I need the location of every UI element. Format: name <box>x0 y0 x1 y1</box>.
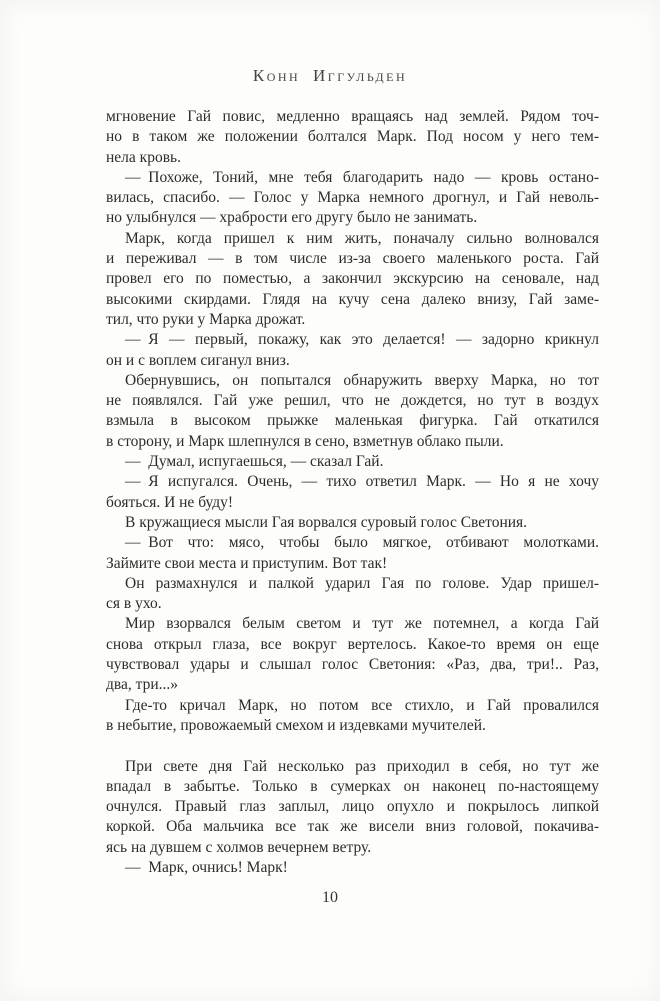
text-line: В кружащиеся мысли Гая ворвался суровый голос Светония. <box>125 513 528 531</box>
paragraph <box>106 107 599 168</box>
text-line: Обернувшись, он попытался обнаружить вверху Марка, но тот <box>125 371 599 389</box>
text-line: но в таком же положении болтался Марк. Под носом у него тем- <box>106 128 599 146</box>
paragraph <box>106 574 599 615</box>
text-line: в небытие, провожаемый смехом и издевками мучителей. <box>106 716 486 734</box>
paragraph <box>106 168 599 229</box>
text-line: бояться. И не буду! <box>106 493 234 511</box>
paragraph <box>106 371 599 452</box>
text-line: — Вот что: мясо, чтобы было мягкое, отбивают молотками. <box>125 534 599 552</box>
text-line: мгновение Гай повис, медленно вращаясь над землей. Рядом точ- <box>106 108 599 125</box>
page-number: 10 <box>322 889 338 906</box>
text-line: ся в ухо. <box>106 595 162 613</box>
paragraph <box>106 858 599 878</box>
text-line: — Марк, очнись! Марк! <box>125 858 288 876</box>
text-block <box>106 107 599 878</box>
paragraph <box>106 452 599 472</box>
text-line: ясь на дувшем с холмов вечернем ветру. <box>106 838 372 856</box>
paragraph <box>106 757 599 858</box>
text-line: коркой. Оба мальчика все так же висели вниз головой, покачива- <box>106 818 599 836</box>
text-line: — Я — первый, покажу, как это делается! — задорно крикнул <box>125 331 599 349</box>
paragraph <box>106 472 599 513</box>
text-line: чувствовал удары и слышал голос Светония: «Раз, два, три!.. Раз, <box>106 656 599 674</box>
text-line: взмыла в высоком прыжке маленькая фигурка. Гай откатился <box>106 412 599 430</box>
text-line: провел его по поместью, а закончил экскурсию на сеновале, над <box>106 270 599 288</box>
text-line: и переживал — в том числе из-за своего маленького роста. Гай <box>106 250 599 268</box>
text-line: два, три...» <box>106 676 179 694</box>
paragraph <box>106 513 599 533</box>
text-line: — Думал, испугаешься, — сказал Гай. <box>125 453 384 471</box>
text-line: нела кровь. <box>106 148 181 166</box>
text-line: он и с воплем сиганул вниз. <box>106 351 290 369</box>
text-line: Мир взорвался белым светом и тут же потемнел, а когда Гай <box>125 615 599 633</box>
text-line: При свете дня Гай несколько раз приходил в себя, но тут же <box>125 757 599 775</box>
text-line: тил, что руки у Марка дрожат. <box>106 310 306 328</box>
text-line: снова открыл глаза, все вокруг вертелось. Какое-то время он еще <box>106 635 599 653</box>
paragraph <box>106 330 599 371</box>
running-header: Конн Иггульден <box>252 66 408 85</box>
text-line: — Похоже, Тоний, мне тебя благодарить надо — кровь остано- <box>125 168 599 186</box>
text-line: Займите свои места и приступим. Вот так! <box>106 554 388 572</box>
paragraph <box>106 229 599 330</box>
text-line: очнулся. Правый глаз заплыл, лицо опухло и покрылось липкой <box>106 798 599 816</box>
text-line: но улыбнулся — храбрости его другу было не занимать. <box>106 209 478 227</box>
text-line: не появлялся. Гай уже решил, что не дождется, но тут в воздух <box>106 392 599 410</box>
text-line: Где-то кричал Марк, но потом все стихло, и Гай провалился <box>125 696 599 714</box>
text-line: Он размахнулся и палкой ударил Гая по голове. Удар пришел- <box>125 574 599 592</box>
text-line: Марк, когда пришел к ним жить, поначалу сильно волновался <box>125 229 599 247</box>
text-line: высокими скирдами. Глядя на кучу сена далеко внизу, Гай заме- <box>106 290 599 308</box>
text-line: вилась, спасибо. — Голос у Марка немного дрогнул, и Гай неволь- <box>106 189 599 207</box>
paragraph <box>106 696 599 737</box>
text-line: — Я испугался. Очень, — тихо ответил Марк. — Но я не хочу <box>125 473 599 491</box>
paragraph <box>106 533 599 574</box>
text-line: в сторону, и Марк шлепнулся в сено, взметнув облако пыли. <box>106 432 504 450</box>
text-line: впадал в забытье. Только в сумерках он наконец по-настоящему <box>106 777 599 795</box>
paragraph <box>106 614 599 695</box>
